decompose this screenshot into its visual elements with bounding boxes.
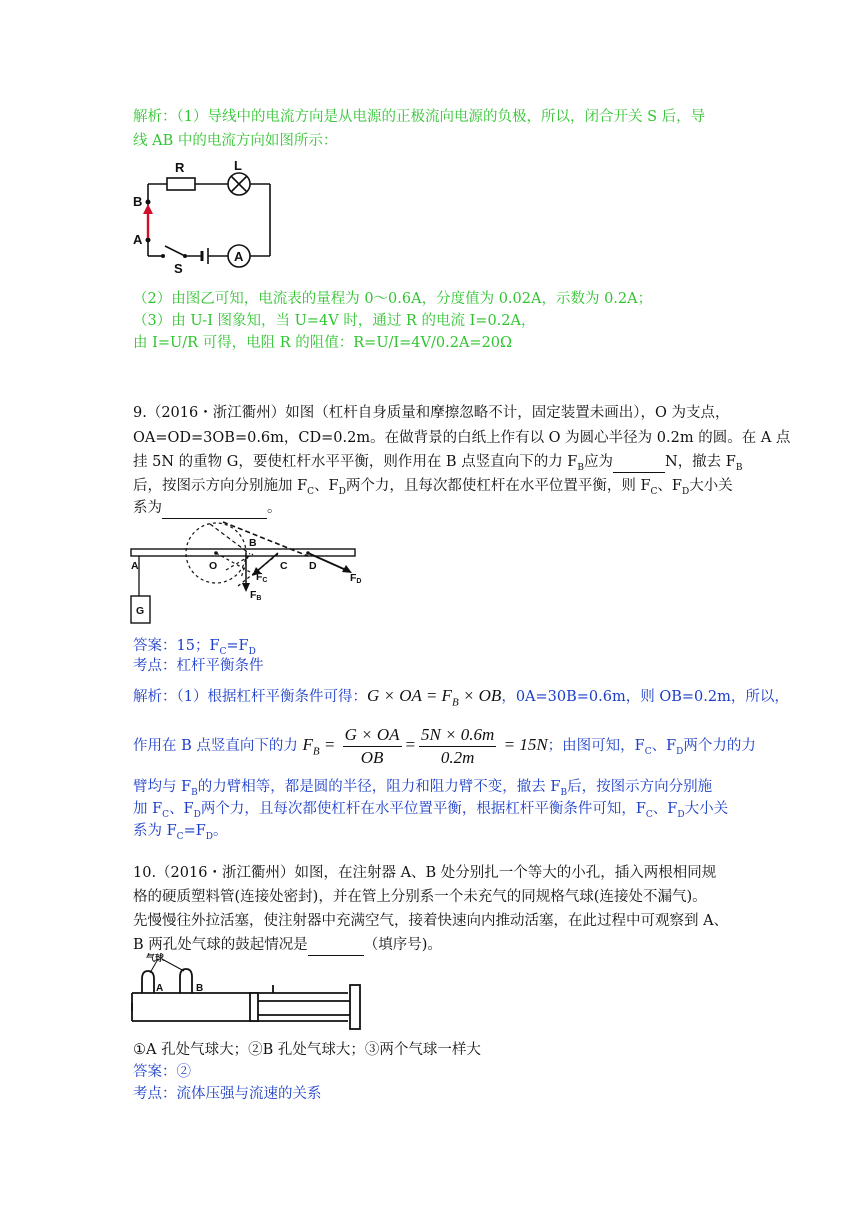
circuit-diagram — [130, 158, 280, 276]
q9-kaodian: 考点：杠杆平衡条件 — [133, 658, 264, 674]
analysis-line-5: 由 I=U/R 可得，电阻 R 的阻值：R=U/I=4V/0.2A=20Ω — [133, 335, 513, 351]
syringe-balloon-label: 气球 — [146, 953, 165, 963]
lever-label-G: G — [136, 605, 145, 617]
lever-label-FC: FC — [256, 571, 268, 584]
lever-label-D: D — [309, 560, 317, 572]
lever-diagram — [128, 516, 362, 636]
syringe-label-A: A — [156, 983, 164, 994]
q10-line-3: 先慢慢往外拉活塞，使注射器中充满空气，接着快速向内推动活塞，在此过程中可观察到 A、 — [133, 913, 729, 929]
q10-answer: 答案：② — [133, 1064, 191, 1080]
answer-blank-1 — [613, 452, 665, 473]
syringe-label-B: B — [196, 983, 204, 994]
balloon-a — [142, 971, 154, 993]
balloon-b — [180, 969, 192, 993]
switch-blade — [165, 246, 185, 256]
lever-label-A: A — [131, 560, 139, 572]
q9-answer: 答案：15；$F_C=F_D$ — [133, 638, 256, 657]
label-R: R — [175, 160, 185, 175]
lever-label-O: O — [209, 560, 218, 572]
q9-analysis-line-2: 作用在 B 点竖直向下的力 $F_B$ = $\frac{G \times OA}{OB}$ = $\frac{5N \times 0.6m}{0.2m}$ = 15N；由图可知，$F_C$、$F_D$两个力的力 — [133, 724, 756, 767]
analysis-line-2: 线 AB 中的电流方向如图所示： — [133, 133, 338, 149]
q10-kaodian: 考点：流体压强与流速的关系 — [133, 1086, 322, 1102]
label-ammeter: A — [234, 249, 244, 264]
lever-label-C: C — [280, 560, 288, 572]
lever-label-B: B — [249, 537, 257, 549]
q9-line-5: 系为 。 — [133, 498, 282, 519]
analysis-line-1: 解析：（1）导线中的电流方向是从电源的正极流向电源的负极，所以，闭合开关 S 后，导 — [133, 109, 706, 125]
plunger-handle — [350, 985, 360, 1029]
current-arrow-head — [143, 204, 153, 214]
analysis-line-3: （2）由图乙可知，电流表的量程为 0～0.6A，分度值为 0.02A，示数为 0.2A； — [133, 291, 653, 307]
q9-line-1: 9.（2016・浙江衢州）如图（杠杆自身质量和摩擦忽略不计，固定装置未画出），O 为支点， — [133, 405, 730, 421]
q9-line-2: OA=OD=3OB=0.6m，CD=0.2m。在做背景的白纸上作有以 O 为圆心半径为 0.2m 的圆。在 A 点 — [133, 430, 791, 446]
q10-options: ①A 孔处气球大；②B 孔处气球大；③两个气球一样大 — [133, 1042, 481, 1058]
q10-line-1: 10.（2016・浙江衢州）如图，在注射器 A、B 处分别扎一个等大的小孔，插入两根相同规 — [133, 865, 717, 881]
resistor-symbol — [167, 178, 195, 190]
lever-label-FB: FB — [250, 589, 262, 602]
label-B: B — [133, 194, 143, 209]
q9-analysis-line-5: 系为 $F_C=F_D$。 — [133, 823, 228, 842]
node-b — [146, 200, 151, 205]
lever-label-FD: FD — [350, 572, 362, 585]
label-S: S — [174, 261, 183, 276]
lever-bar — [131, 549, 355, 556]
q10-line-2: 格的硬质塑料管(连接处密封)，并在管上分别系一个未充气的同规格气球(连接处不漏气)。 — [133, 889, 707, 905]
syringe-diagram — [128, 953, 368, 1041]
node-a — [146, 238, 151, 243]
analysis-line-4: （3）由 U-I 图象知，当 U=4V 时，通过 R 的电流 I=0.2A， — [133, 313, 536, 329]
q9-line-3: 挂 5N 的重物 G，要使杠杆水平平衡，则作用在 B 点竖直向下的力 $F_B$应为 N，撤去 $F_B$ — [133, 454, 743, 473]
label-A: A — [133, 232, 143, 247]
q9-line-4: 后，按图示方向分别施加 $F_C$、$F_D$两个力，且每次都使杠杆在水平位置平衡，则 $F_C$、$F_D$大小关 — [133, 478, 733, 497]
q9-analysis-line-1: 解析：（1）根据杠杆平衡条件可得：G × OA = $F_B$ × OB，0A=30B=0.6m，则 OB=0.2m，所以， — [133, 686, 789, 709]
q9-analysis-line-3: 臂均与 $F_B$的力臂相等，都是圆的半径，阻力和阻力臂不变，撤去 $F_B$后，按图示方向分别施 — [133, 779, 713, 798]
q9-analysis-line-4: 加 $F_C$、$F_D$两个力，且每次都使杠杆在水平位置平衡，根据杠杆平衡条件可知，$F_C$、$F_D$大小关 — [133, 801, 729, 820]
q10-line-4: B 两孔处气球的鼓起情况是 （填序号)。 — [133, 935, 442, 956]
label-L: L — [234, 158, 242, 173]
